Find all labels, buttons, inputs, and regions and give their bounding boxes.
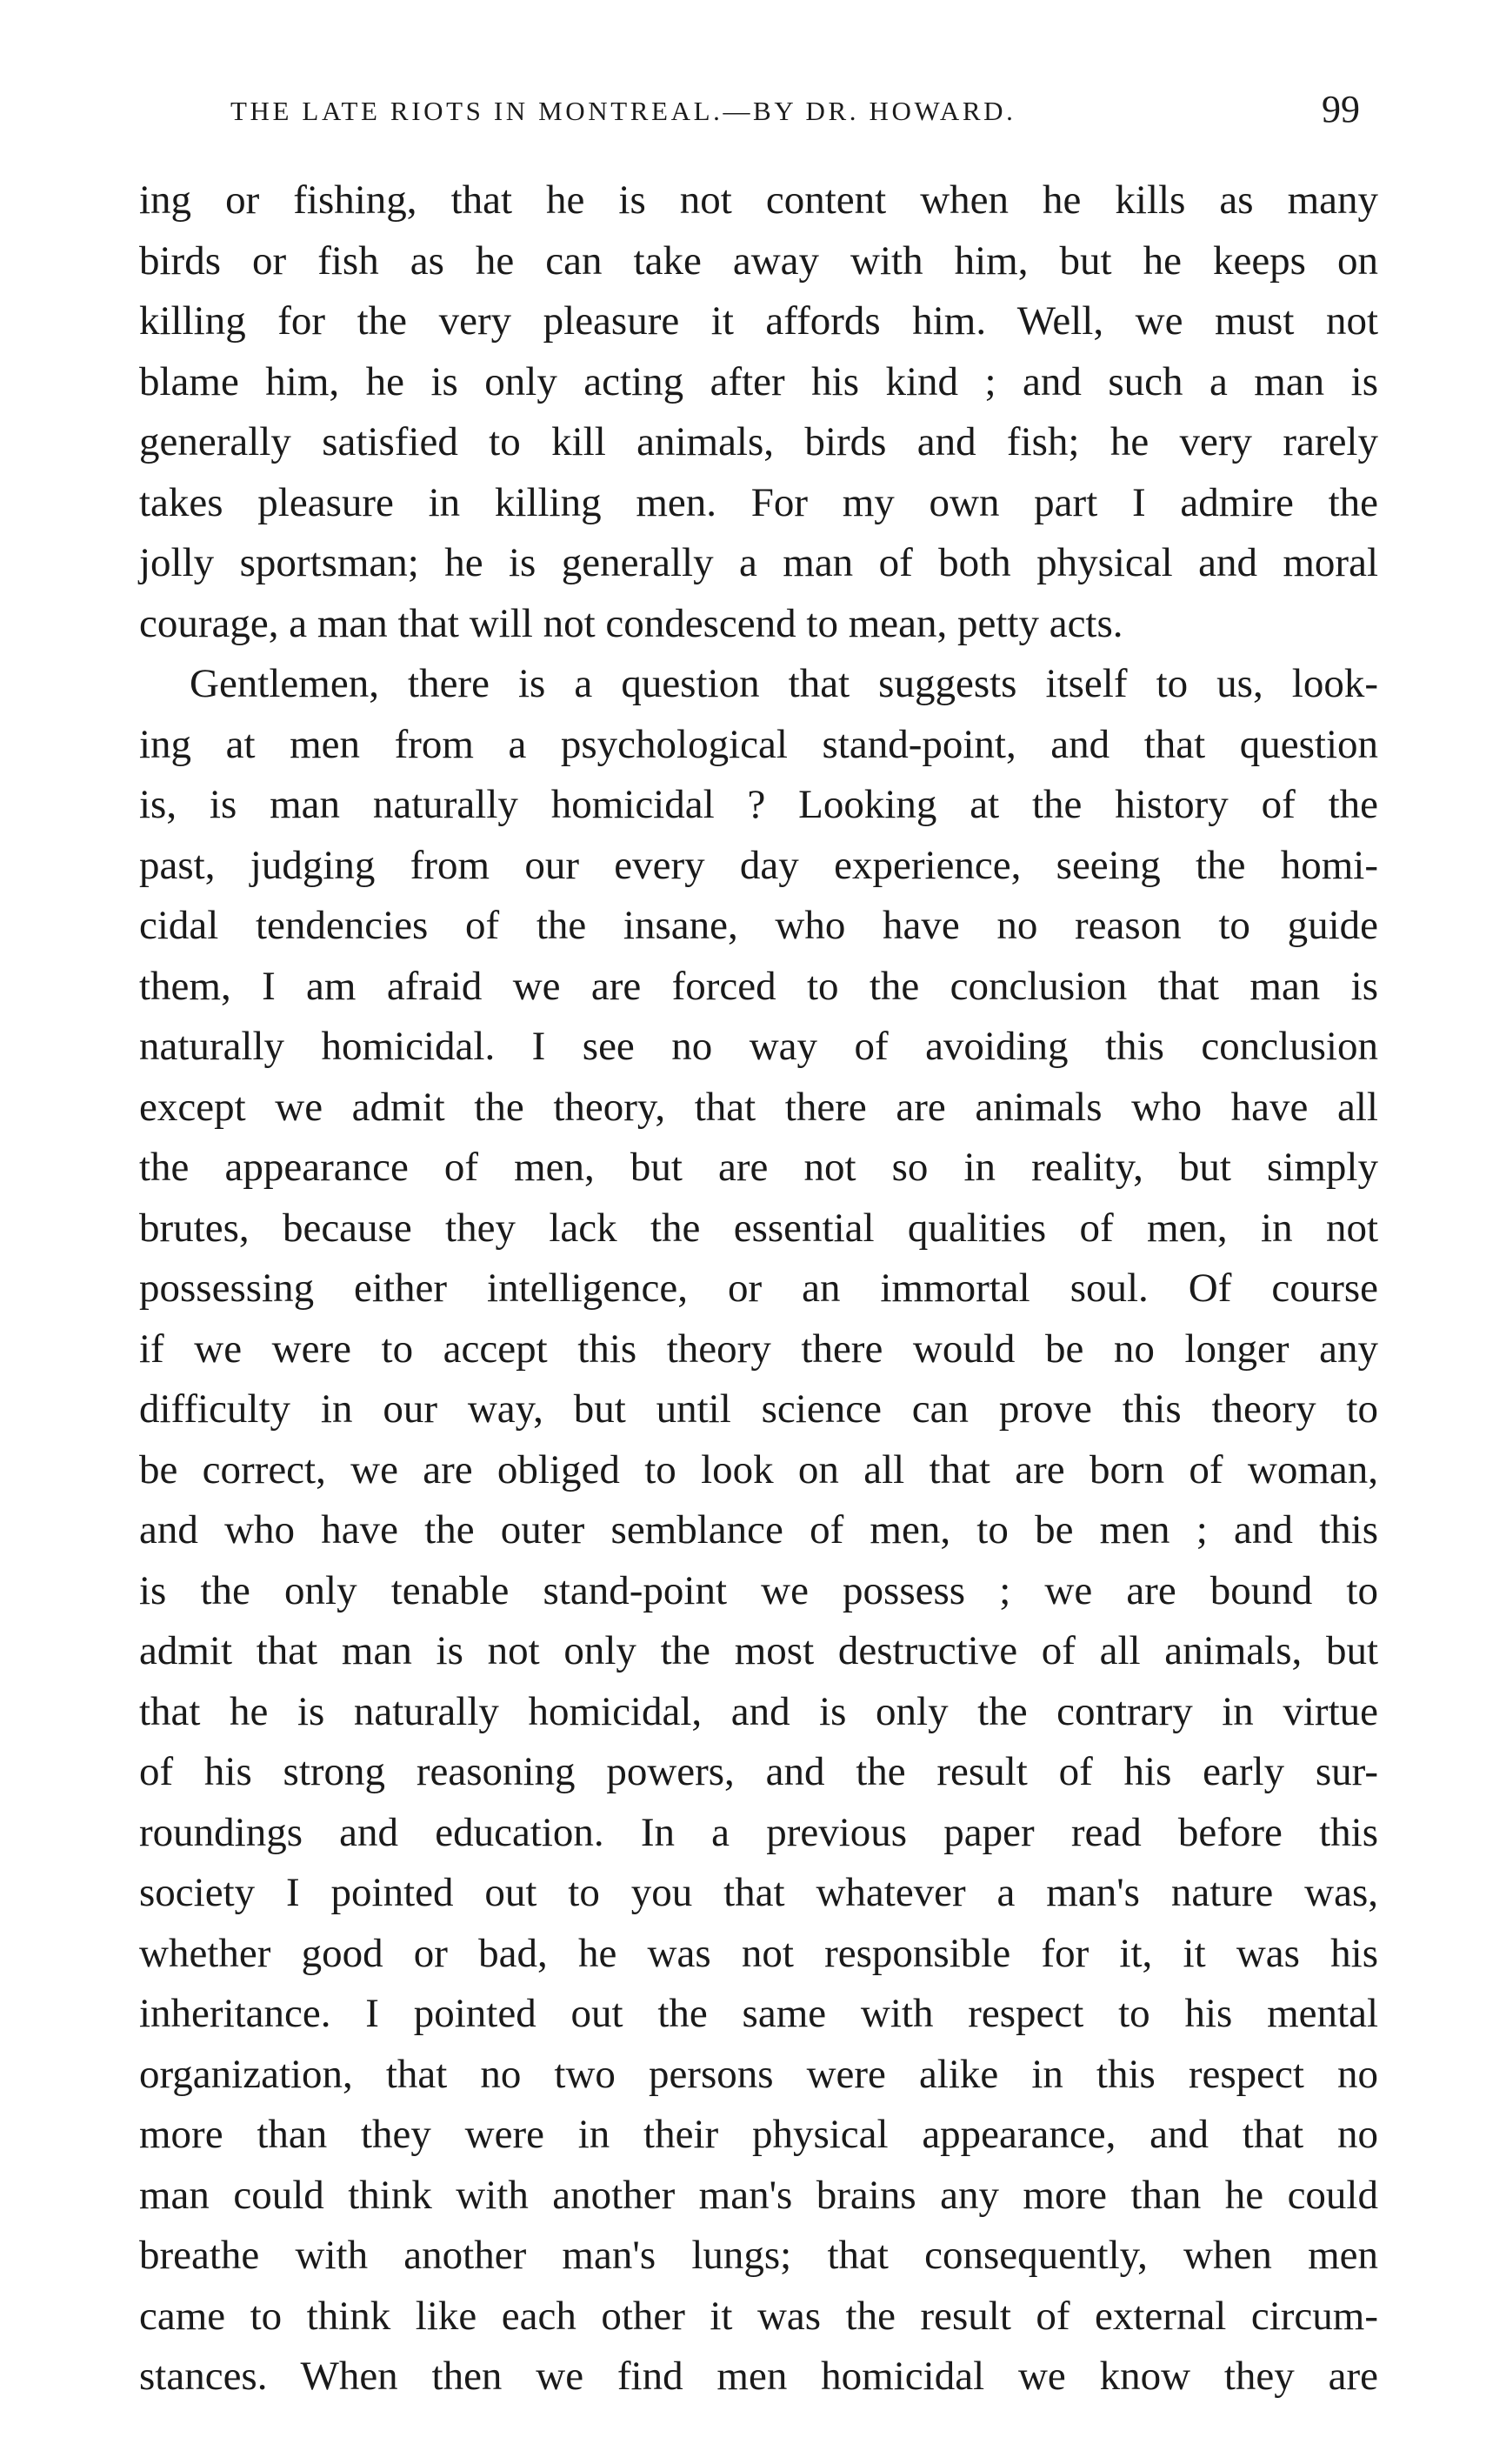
text-line: of his strong reasoning powers, and the result of his early sur- [139, 1749, 1378, 1794]
text-line: killing for the very pleasure it affords him. Well, we must not [139, 298, 1378, 344]
page-number: 99 [1322, 88, 1360, 130]
text-line: be correct, we are obliged to look on all that are born of woman, [139, 1446, 1378, 1492]
text-line: courage, a man that will not condescend to mean, petty acts. [139, 600, 1123, 646]
text-line: Gentlemen, there is a question that suggests itself to us, look- [190, 661, 1378, 706]
text-line: brutes, because they lack the essential qualities of men, in not [139, 1205, 1378, 1251]
text-line: roundings and education. In a previous paper read before this [139, 1809, 1378, 1855]
text-line: birds or fish as he can take away with him, but he keeps on [139, 237, 1378, 284]
text-line: admit that man is not only the most destructive of all animals, but [139, 1628, 1378, 1673]
text-line: ing or fishing, that he is not content when he kills as many [139, 177, 1378, 223]
text-line: came to think like each other it was the result of external circum- [139, 2293, 1378, 2339]
text-line: cidal tendencies of the insane, who have no reason to guide [139, 903, 1378, 948]
text-line: possessing either intelligence, or an immortal soul. Of course [139, 1265, 1378, 1311]
text-line: the appearance of men, but are not so in reality, but simply [139, 1145, 1378, 1190]
text-line: is the only tenable stand-point we possess ; we are bound to [139, 1567, 1378, 1613]
text-line: jolly sportsman; he is generally a man of both physical and moral [139, 540, 1378, 585]
text-line: and who have the outer semblance of men, to be men ; and this [139, 1507, 1378, 1553]
body-text [139, 170, 1378, 2407]
text-line: society I pointed out to you that whatever a man's nature was, [139, 1870, 1378, 1915]
text-line: more than they were in their physical appearance, and that no [139, 2112, 1378, 2157]
text-line: whether good or bad, he was not responsible for it, it was his [139, 1930, 1378, 1976]
running-head [0, 87, 1486, 139]
text-line: difficulty in our way, but until science can prove this theory to [139, 1386, 1378, 1432]
text-line: man could think with another man's brains any more than he could [139, 2172, 1378, 2218]
text-line: them, I am afraid we are forced to the conclusion that man is [139, 963, 1378, 1009]
text-line: past, judging from our every day experience, seeing the homi- [139, 842, 1378, 888]
text-line: inheritance. I pointed out the same with respect to his mental [139, 1991, 1378, 2036]
text-line: organization, that no two persons were alike in this respect no [139, 2051, 1378, 2097]
text-line: that he is naturally homicidal, and is only the contrary in virtue [139, 1688, 1378, 1734]
text-line: stances. When then we find men homicidal we know they are [139, 2354, 1378, 2399]
running-title: THE LATE RIOTS IN MONTREAL.—BY DR. HOWARD. [230, 96, 1016, 126]
text-line: naturally homicidal. I see no way of avoiding this conclusion [139, 1024, 1378, 1069]
text-line: ing at men from a psychological stand-point, and that question [139, 721, 1378, 767]
text-line: except we admit the theory, that there are animals who have all [139, 1084, 1378, 1130]
text-line: generally satisfied to kill animals, birds and fish; he very rarely [139, 419, 1378, 464]
text-line: is, is man naturally homicidal ? Looking at the history of the [139, 782, 1378, 827]
text-line: takes pleasure in killing men. For my own part I admire the [139, 479, 1378, 525]
text-line: if we were to accept this theory there would be no longer any [139, 1325, 1378, 1372]
text-line: breathe with another man's lungs; that consequently, when men [139, 2233, 1378, 2278]
text-line: blame him, he is only acting after his kind ; and such a man is [139, 358, 1378, 404]
